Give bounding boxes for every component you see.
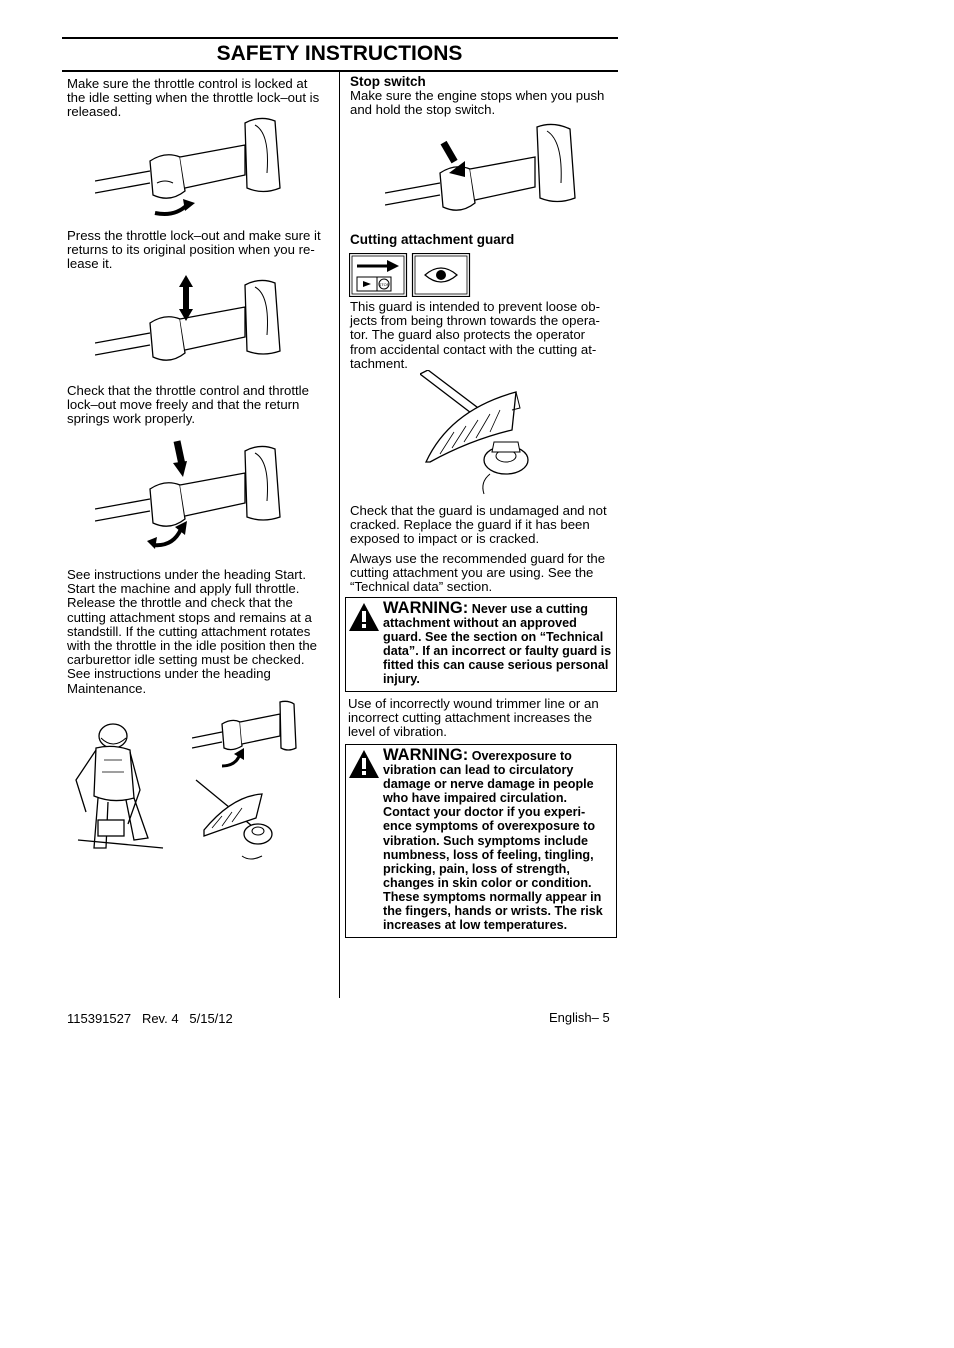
guard-check-text: Check that the guard is undamaged and not cracked. Replace the guard if it has been exposed to impact or is cracked.: [350, 503, 607, 547]
stop-switch-illustration: [385, 123, 580, 218]
warning-box-vibration: [345, 744, 617, 938]
warning-triangle-icon: [348, 602, 380, 632]
throttle-lock-text: Make sure the throttle control is locked at the idle setting when the throttle lock–out is released.: [67, 76, 320, 120]
top-rule: [62, 37, 618, 39]
lockout-press-illustration: [95, 273, 285, 373]
operator-illustration: [68, 720, 168, 852]
warning-box-guard: [345, 597, 617, 692]
free-movement-text: Check that the throttle control and throttle lock–out move freely and that the return springs work properly.: [67, 383, 309, 427]
guard-text: This guard is intended to prevent loose ob- jects from being thrown towards the opera- tor. The guard also protects the operator from accidental contact with the cutting at- tachment.: [350, 299, 600, 371]
warning-label: WARNING:: [383, 599, 469, 617]
document-number: 115391527 Rev. 4 5/15/12: [67, 1011, 233, 1026]
stop-switch-heading: Stop switch: [350, 74, 426, 89]
trimmer-head-small-illustration: [192, 776, 292, 868]
guard-symbols: [349, 253, 471, 297]
lockout-press-text: Press the throttle lock–out and make sure it returns to its original position when you re- lease it.: [67, 228, 321, 272]
stop-icon-label: STOP: [378, 282, 390, 287]
vibration-text: Use of incorrectly wound trimmer line or an incorrect cutting attachment increases the level of vibration.: [348, 696, 599, 740]
warning-text-vibration: [383, 748, 612, 932]
warning-text-guard: [383, 601, 612, 687]
recommended-guard-text: Always use the recommended guard for the cutting attachment you are using. See the “Technical data” section.: [350, 551, 606, 595]
throttle-idle-illustration: [95, 113, 285, 218]
warning-body: Never use a cutting attachment without an approved guard. See the section on “Technical data”. If an incorrect or faulty guard is fitted this can cause serious personal injury.: [383, 602, 612, 687]
throttle-movement-illustration: [95, 437, 285, 555]
page-number: English– 5: [549, 1010, 610, 1025]
start-instructions-text: See instructions under the heading Start. Start the machine and apply full throttle. Release the throttle and check that the cutting attachment stops and remains at a standstill. If the cutting attachment rotates with the throttle in the idle position then the carburettor idle setting must be checked. See instructions under the heading Maintenance.: [67, 567, 317, 696]
guard-heading: Cutting attachment guard: [350, 232, 515, 247]
warning-body: Overexposure to vibration can lead to circulatory damage or nerve damage in people who have impaired circulation. Contact your doctor if you experi- ence symptoms of overexposure to vibration. Such symptoms include numbness, loss of feeling, tingling, pricking, pain, loss of strength, changes in skin color or condition. These symptoms normally appear in the fingers, hands or wrists. The risk increases at low temperatures.: [383, 749, 603, 933]
warning-label: WARNING:: [383, 746, 469, 764]
column-divider: [339, 72, 340, 998]
throttle-release-illustration: [192, 700, 297, 770]
stop-switch-text: Make sure the engine stops when you push and hold the stop switch.: [350, 88, 605, 118]
guard-illustration: [420, 370, 545, 498]
page-title: SAFETY INSTRUCTIONS: [216, 42, 463, 65]
warning-triangle-icon: [348, 749, 380, 779]
title-underline: [62, 70, 618, 72]
